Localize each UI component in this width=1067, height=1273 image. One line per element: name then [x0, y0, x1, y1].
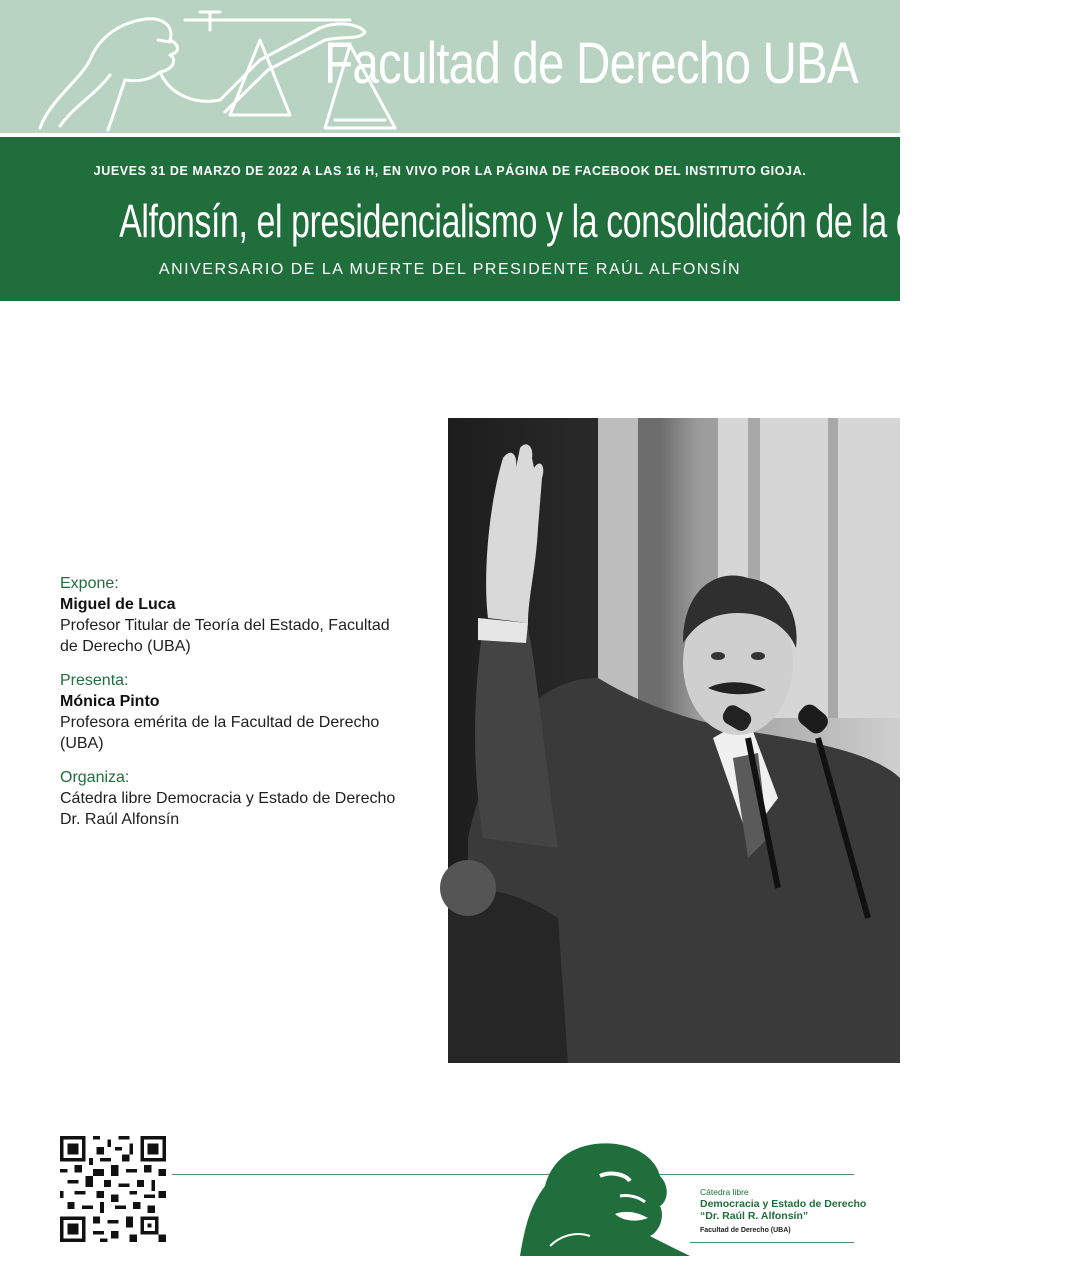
catedra-small: Cátedra libre — [700, 1187, 749, 1197]
presenta-section — [60, 670, 400, 754]
alfonsin-photo — [448, 418, 900, 1063]
presenta-role: Profesora emérita de la Facultad de Derecho (UBA) — [60, 714, 380, 752]
faculty-name: Facultad de Derecho UBA — [324, 31, 858, 96]
event-band — [0, 137, 1067, 301]
info-block — [60, 573, 400, 843]
catedra-name: Democracia y Estado de Derecho — [700, 1198, 867, 1210]
organiza-section — [60, 767, 400, 830]
catedra-person: “Dr. Raúl R. Alfonsín” — [700, 1210, 809, 1222]
expone-label: Expone: — [60, 575, 119, 592]
expone-section — [60, 573, 400, 657]
catedra-faculty: Facultad de Derecho (UBA) — [700, 1227, 791, 1234]
expone-name: Miguel de Luca — [60, 596, 176, 613]
organiza-role: Cátedra libre Democracia y Estado de Derecho Dr. Raúl Alfonsín — [60, 790, 396, 828]
event-title: Alfonsín, el presidencialismo y la consolidación de la democracia — [119, 195, 1067, 247]
event-date: JUEVES 31 DE MARZO DE 2022 A LAS 16 H, EN VIVO POR LA PÁGINA DE FACEBOOK DEL INSTITUTO GIOJA. — [93, 164, 807, 178]
expone-role: Profesor Titular de Teoría del Estado, Facultad de Derecho (UBA) — [60, 617, 390, 655]
alfonsin-portrait-logo-icon — [520, 1136, 695, 1256]
catedra-text — [700, 1187, 890, 1236]
organiza-label: Organiza: — [60, 769, 130, 786]
header-band — [0, 0, 900, 133]
footer-divider-lower — [690, 1242, 854, 1243]
event-subtitle: ANIVERSARIO DE LA MUERTE DEL PRESIDENTE RAÚL ALFONSÍN — [158, 261, 742, 278]
presenta-label: Presenta: — [60, 672, 129, 689]
presenta-name: Mónica Pinto — [60, 693, 160, 710]
footer-divider — [172, 1174, 854, 1175]
qr-code[interactable] — [60, 1136, 166, 1242]
